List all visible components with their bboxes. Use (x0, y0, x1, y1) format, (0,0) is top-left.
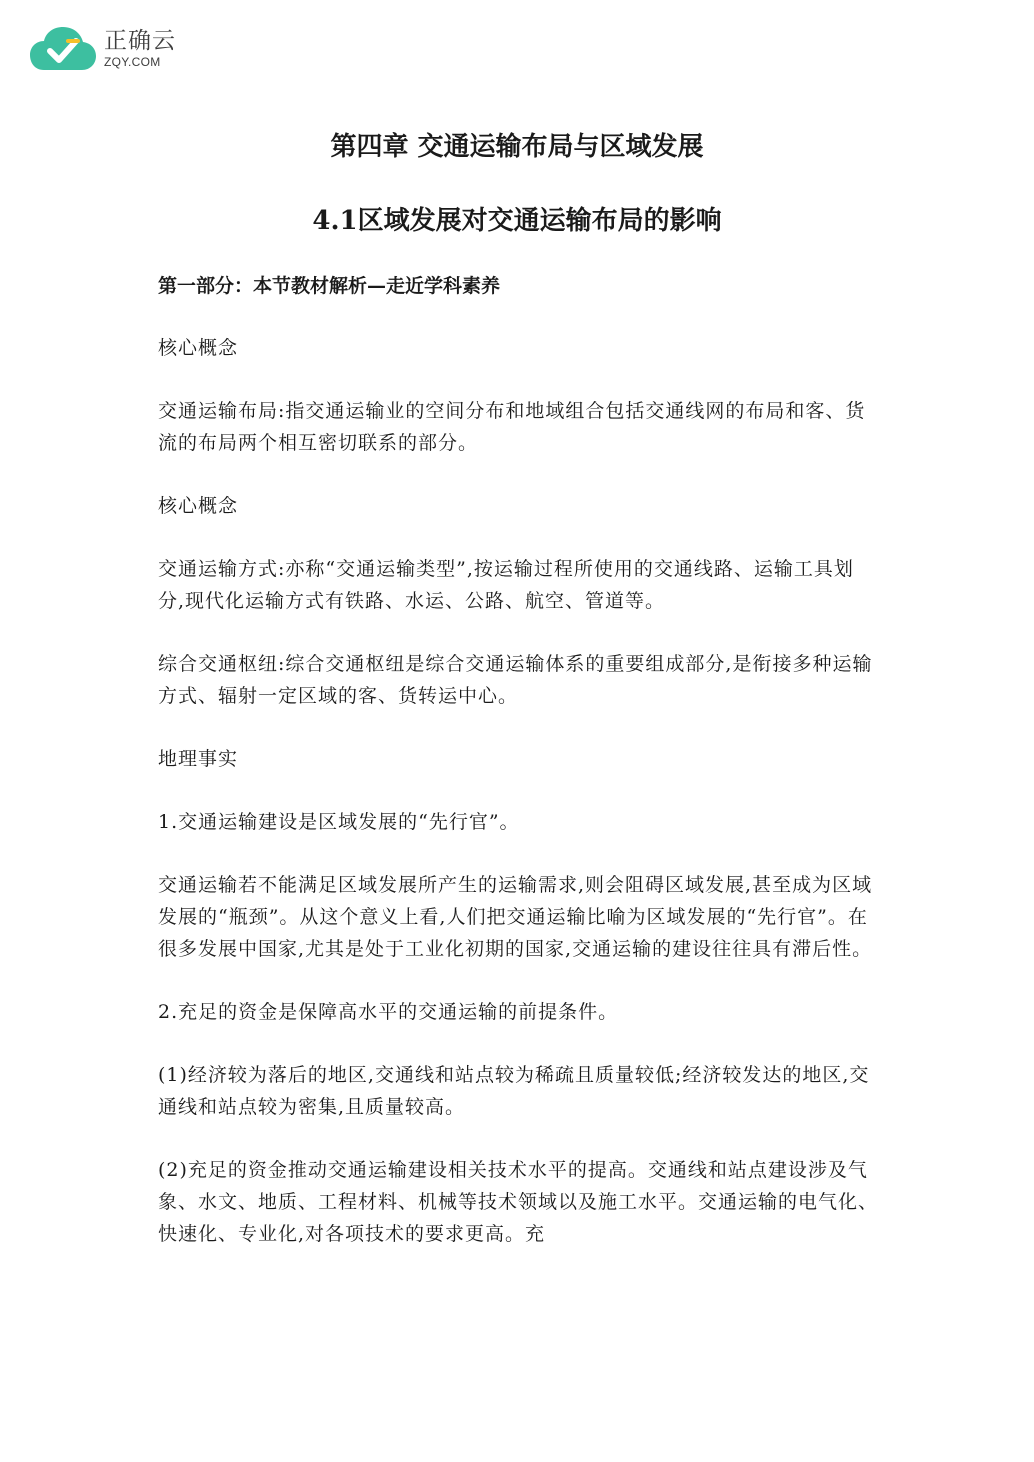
part-heading: 第一部分：本节教材解析—走近学科素养 (158, 275, 501, 297)
paragraph: (1)经济较为落后的地区,交通线和站点较为稀疏且质量较低;经济较发达的地区,交通线和站点较为密集,且质量较高。 (158, 1064, 870, 1118)
logo-name-cn: 正确云 (104, 28, 176, 54)
paragraph: (2)充足的资金推动交通运输建设相关技术水平的提高。交通线和站点建设涉及气象、水文、地质、工程材料、机械等技术领域以及施工水平。交通运输的电气化、快速化、专业化,对各项技术的要求更高。充 (158, 1159, 879, 1245)
section-title: 4.1区域发展对交通运输布局的影响 (312, 206, 722, 236)
paragraph: 交通运输布局:指交通运输业的空间分布和地域组合包括交通线网的布局和客、货流的布局两个相互密切联系的部分。 (158, 400, 866, 454)
paragraph: 2.充足的资金是保障高水平的交通运输的前提条件。 (158, 1001, 619, 1023)
logo-name-en: ZQY.COM (104, 55, 161, 69)
chapter-title: 第四章 交通运输布局与区域发展 (330, 132, 704, 162)
document-body (158, 270, 878, 1281)
paragraph: 核心概念 (158, 337, 239, 359)
cloud-check-icon (28, 24, 98, 74)
paragraph: 综合交通枢纽:综合交通枢纽是综合交通运输体系的重要组成部分,是衔接多种运输方式、辐射一定区域的客、货转运中心。 (158, 653, 873, 707)
paragraph: 交通运输方式:亦称“交通运输类型”,按运输过程所使用的交通线路、运输工具划分,现代化运输方式有铁路、水运、公路、航空、管道等。 (158, 558, 854, 612)
brand-logo (28, 22, 176, 76)
paragraph: 1.交通运输建设是区域发展的“先行官”。 (158, 811, 520, 833)
paragraph: 核心概念 (158, 495, 239, 517)
paragraph: 交通运输若不能满足区域发展所产生的运输需求,则会阻碍区域发展,甚至成为区域发展的“瓶颈”。从这个意义上看,人们把交通运输比喻为区域发展的“先行官”。在很多发展中国家,尤其是处于工业化初期的国家,交通运输的建设往往具有滞后性。 (158, 874, 873, 960)
paragraph: 地理事实 (158, 748, 239, 770)
